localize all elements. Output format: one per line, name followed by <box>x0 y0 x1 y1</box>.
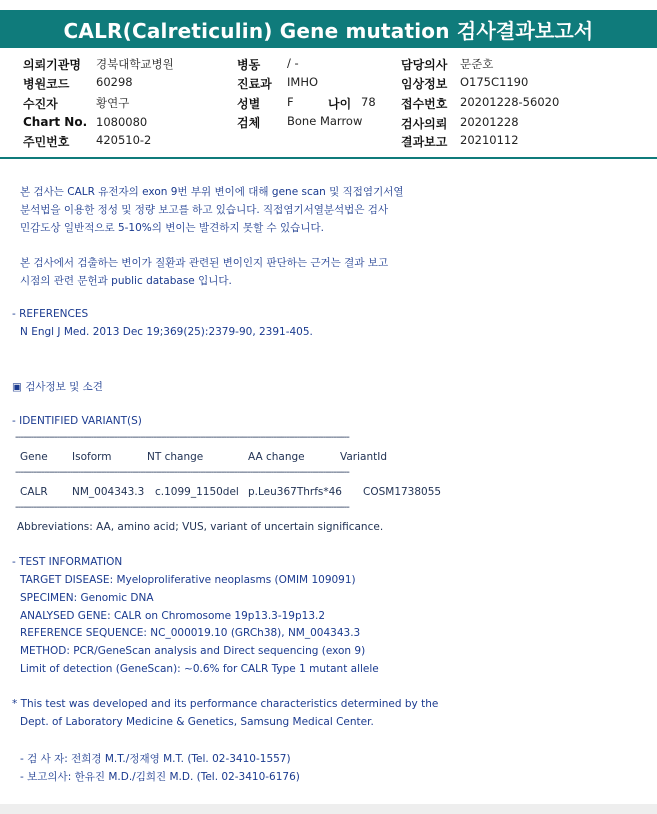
info-divider <box>0 157 657 159</box>
intro-line-5: 시점의 관련 문헌과 public database 입니다. <box>20 275 232 287</box>
doctor-label: 담당의사 <box>401 58 448 72</box>
col-nt-change: NT change <box>147 451 204 463</box>
examiner-line: - 검 사 자: 전희경 M.T./정재영 M.T. (Tel. 02-3410-1557) <box>20 753 291 765</box>
chart-no-value: 1080080 <box>96 115 148 129</box>
hospital-code-value: 60298 <box>96 75 133 89</box>
sex-label: 성별 <box>237 97 261 111</box>
references-citation: N Engl J Med. 2013 Dec 19;369(25):2379-90, 2391-405. <box>20 326 313 338</box>
col-isoform: Isoform <box>72 451 112 463</box>
test-reference-sequence: REFERENCE SEQUENCE: NC_000019.10 (GRCh38), NM_004343.3 <box>20 627 361 639</box>
doctor-value: 문준호 <box>460 57 494 71</box>
specimen-value: Bone Marrow <box>287 114 363 128</box>
clinical-info-label: 임상정보 <box>401 77 448 91</box>
variant-heading: - IDENTIFIED VARIANT(S) <box>12 415 142 427</box>
cell-nt-change: c.1099_1150del <box>155 486 239 498</box>
bottom-bar <box>0 804 657 814</box>
intro-line-3: 민감도상 일반적으로 5-10%의 변이는 발견하지 못할 수 있습니다. <box>20 222 324 234</box>
table-divider-bottom: -------------------------------------------------------------------------------------------------------------------------------- <box>15 502 349 513</box>
institution-value: 경북대학교병원 <box>96 57 174 71</box>
department-value: IMHO <box>287 75 319 89</box>
col-gene: Gene <box>20 451 48 463</box>
specimen-label: 검체 <box>237 116 261 130</box>
intro-line-1: 본 검사는 CALR 유전자의 exon 9번 부위 변이에 대해 gene scan 및 직접염기서열 <box>20 186 404 198</box>
reporter-line: - 보고의사: 한유진 M.D./김희진 M.D. (Tel. 02-3410-6176) <box>20 771 300 783</box>
disclaimer-line-2: Dept. of Laboratory Medicine & Genetics, Samsung Medical Center. <box>20 716 374 728</box>
cell-aa-change: p.Leu367Thrfs*46 <box>248 486 342 498</box>
report-title: CALR(Calreticulin) Gene mutation 검사결과보고서 <box>63 18 594 43</box>
request-date-value: 20201228 <box>460 115 519 129</box>
cell-isoform: NM_004343.3 <box>72 486 145 498</box>
test-method: METHOD: PCR/GeneScan analysis and Direct sequencing (exon 9) <box>20 645 366 657</box>
report-title-banner <box>0 10 657 48</box>
section-heading: ▣ 검사정보 및 소견 <box>12 381 103 393</box>
references-heading: - REFERENCES <box>12 308 89 320</box>
intro-line-2: 분석법을 이용한 정성 및 정량 보고를 하고 있습니다. 직접염기서열분석법은 검사 <box>20 204 389 216</box>
age-label: 나이 <box>328 97 352 111</box>
test-info-heading: - TEST INFORMATION <box>12 556 123 568</box>
disclaimer-line-1: * This test was developed and its performance characteristics determined by the <box>12 698 439 710</box>
receipt-no-label: 접수번호 <box>401 97 448 111</box>
cell-variant-id: COSM1738055 <box>363 486 442 498</box>
department-label: 진료과 <box>237 77 272 91</box>
request-date-label: 검사의뢰 <box>401 117 448 131</box>
abbreviations: Abbreviations: AA, amino acid; VUS, variant of uncertain significance. <box>17 521 384 533</box>
table-divider-mid: -------------------------------------------------------------------------------------------------------------------------------- <box>15 467 349 478</box>
test-specimen: SPECIMEN: Genomic DNA <box>20 592 154 604</box>
patient-value: 황연구 <box>96 96 130 110</box>
col-variant-id: VariantId <box>340 451 388 463</box>
test-target-disease: TARGET DISEASE: Myeloproliferative neoplasms (OMIM 109091) <box>20 574 356 586</box>
ward-value: / - <box>287 56 299 70</box>
intro-line-4: 본 검사에서 검출하는 변이가 질환과 관련된 변이인지 판단하는 근거는 결과 보고 <box>20 257 389 269</box>
institution-label: 의뢰기관명 <box>23 58 81 72</box>
report-date-value: 20210112 <box>460 133 519 147</box>
ward-label: 병동 <box>237 58 261 72</box>
resident-no-label: 주민번호 <box>23 135 70 149</box>
receipt-no-value: 20201228-56020 <box>460 95 560 109</box>
table-divider-top: -------------------------------------------------------------------------------------------------------------------------------- <box>15 432 349 443</box>
hospital-code-label: 병원코드 <box>23 77 70 91</box>
patient-label: 수진자 <box>23 97 58 111</box>
col-aa-change: AA change <box>248 451 305 463</box>
chart-no-label: Chart No. <box>23 115 88 129</box>
resident-no-value: 420510-2 <box>96 133 152 147</box>
clinical-info-value: O175C1190 <box>460 75 529 89</box>
sex-value: F <box>287 95 294 109</box>
test-analysed-gene: ANALYSED GENE: CALR on Chromosome 19p13.3-19p13.2 <box>20 610 326 622</box>
age-value: 78 <box>361 95 376 109</box>
top-spacer <box>0 0 657 10</box>
patient-info-block <box>0 48 657 156</box>
report-date-label: 결과보고 <box>401 135 448 149</box>
test-limit-of-detection: Limit of detection (GeneScan): ~0.6% for CALR Type 1 mutant allele <box>20 663 379 675</box>
cell-gene: CALR <box>20 486 48 498</box>
